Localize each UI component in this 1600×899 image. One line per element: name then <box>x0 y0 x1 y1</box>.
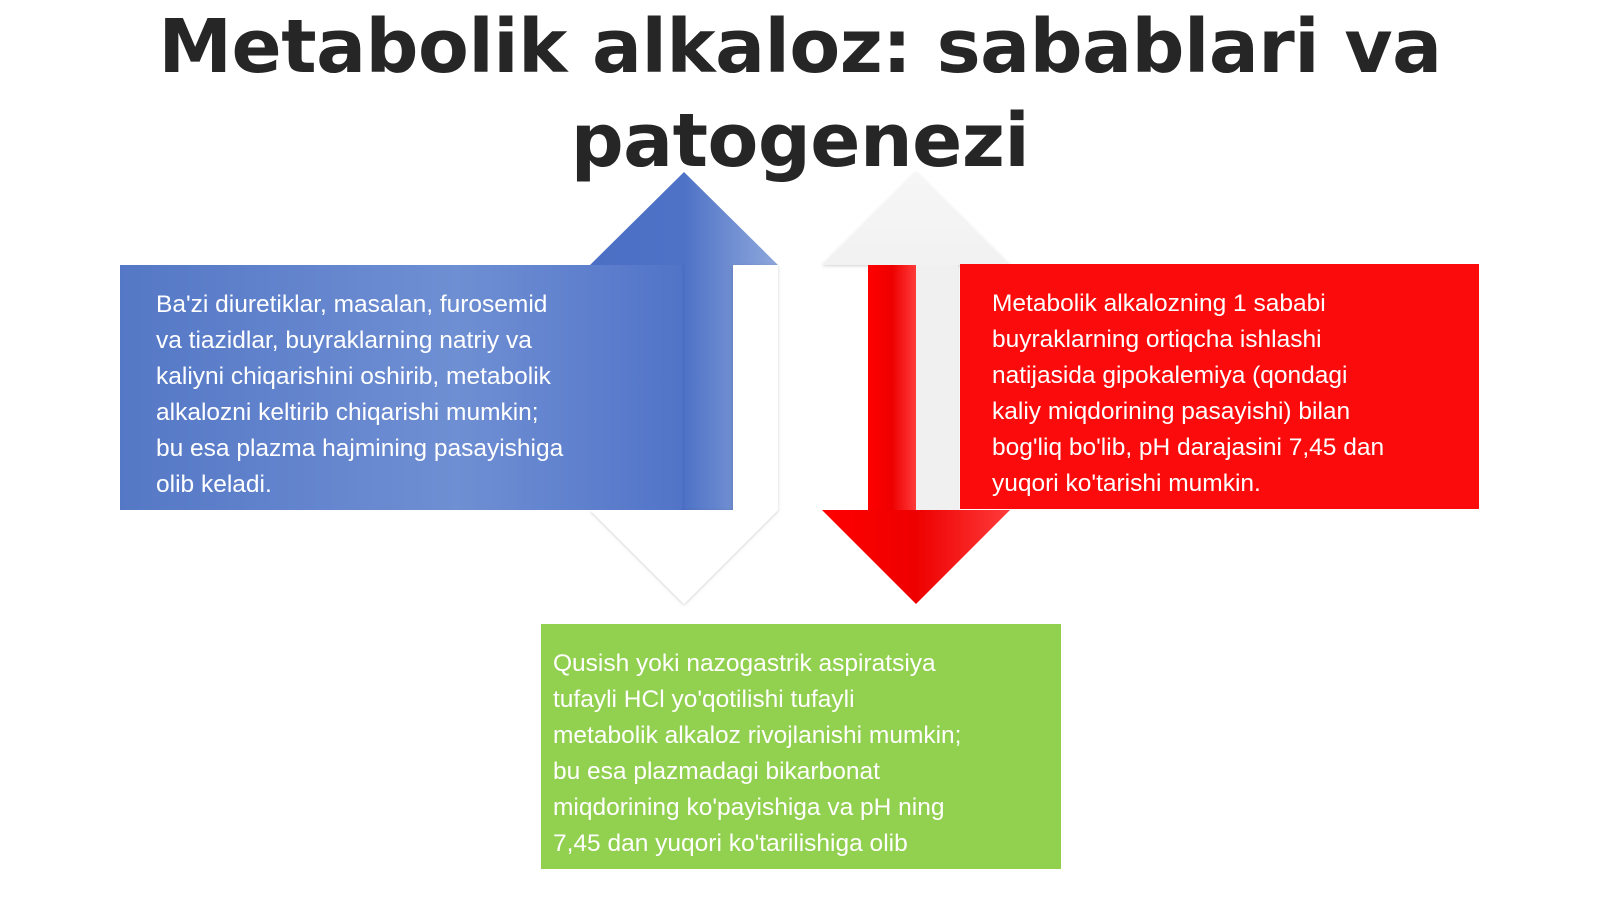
vomiting-cause-box <box>541 624 1061 869</box>
diuretics-cause-text: Ba'zi diuretiklar, masalan, furosemid va tiazidlar, buyraklarning natriy va kaliyni chiqarishini oshirib, metabolik alkalozni keltirib chiqarishi mumkin; bu esa plazma hajmining pasayishiga olib keladi. <box>156 291 564 498</box>
slide-title <box>0 0 1600 188</box>
slide-title-line-1: Metabolik alkaloz: sabablari va <box>158 4 1442 90</box>
hypokalemia-cause-text: Metabolik alkalozning 1 sababi buyraklarning ortiqcha ishlashi natijasida gipokalemiya (qondagi kaliy miqdorining pasayishi) bilan bog'liq bo'lib, pH darajasini 7,45 dan yuqori ko'tarishi mumkin. <box>992 290 1385 497</box>
slide-title-line-2: patogenezi <box>570 98 1030 184</box>
vomiting-cause-text: Qusish yoki nazogastrik aspiratsiya tufayli HCl yo'qotilishi tufayli metabolik alkaloz rivojlanishi mumkin; bu esa plazmadagi bikarbonat miqdorining ko'payishiga va pH ning 7,45 dan yuqori ko'tarilishiga olib <box>553 650 962 857</box>
hypokalemia-cause-box <box>960 264 1479 509</box>
diuretics-cause-box <box>120 265 682 510</box>
